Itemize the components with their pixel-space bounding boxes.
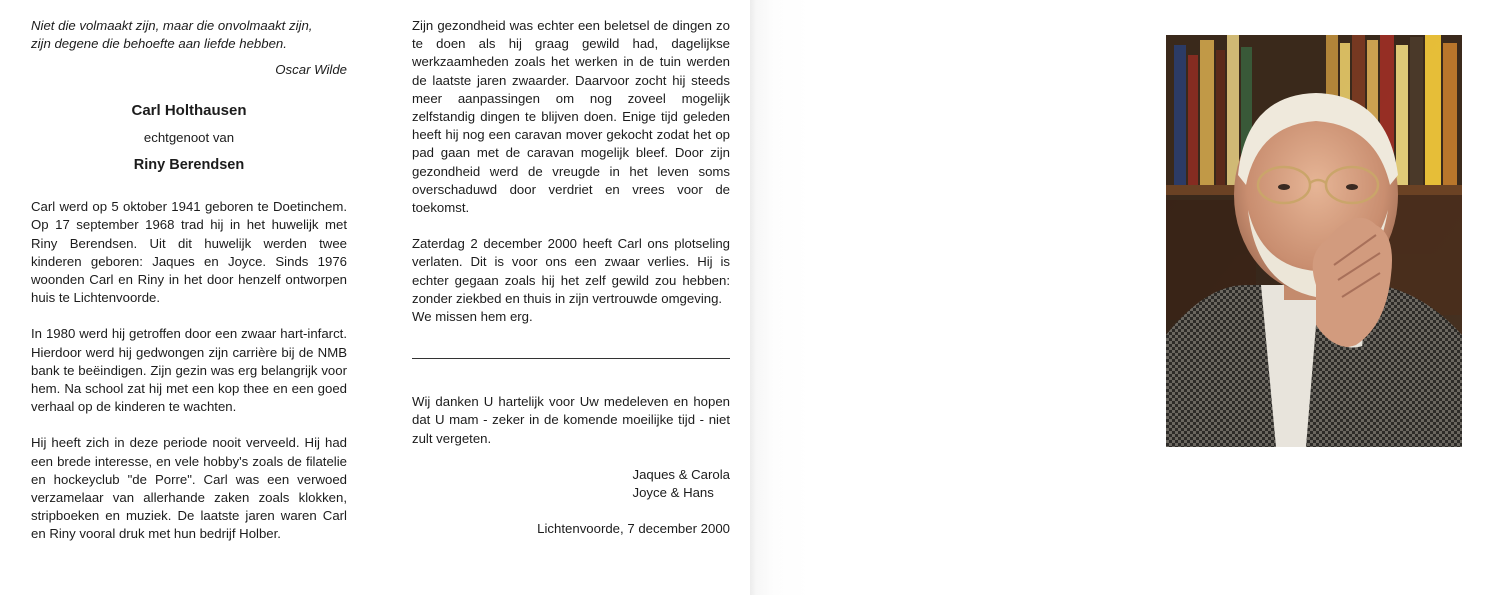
quote-line-2: zijn degene die behoefte aan liefde hebben. (31, 36, 287, 52)
quote-line-1: Niet die volmaakt zijn, maar die onvolmaakt zijn, (31, 18, 313, 33)
text-column-left (31, 17, 347, 544)
divider-line (412, 358, 730, 359)
paragraph-career: In 1980 werd hij getroffen door een zwaar hart-infarct. Hierdoor werd hij gedwongen zijn carrière bij de NMB bank te beëindigen. Zijn gezin was erg belangrijk voor hem. Na school zat hij met een kop thee en een goed verhaal op de kinderen te wachten. (31, 326, 347, 415)
paragraph-thanks: Wij danken U hartelijk voor Uw medeleven en hopen dat U mam - zeker in de komende moeilijke tijd - niet zult vergeten. (412, 394, 730, 446)
portrait-photo-icon (1166, 35, 1462, 447)
relation-label: echtgenoot van (143, 129, 235, 145)
text-column-right (412, 17, 730, 538)
signer-2: Joyce & Hans (632, 485, 714, 501)
paragraph-hobbies: Hij heeft zich in deze periode nooit verveeld. Hij had een brede interesse, en vele hobby's zoals de filatelie en hockeyclub "de Porre". Carl was een verwoed verzamelaar van allerhande zaken zoals klokken, stripboeken en muziek. De laatste jaren waren Carl en Riny vooral druk met hun bedrijf Holber. (31, 435, 347, 542)
quote-author: Oscar Wilde (275, 62, 347, 78)
signers-block (412, 466, 730, 502)
deceased-name: Carl Holthausen (131, 101, 247, 119)
signer-1: Jaques & Carola (632, 466, 730, 482)
paragraph-passing: Zaterdag 2 december 2000 heeft Carl ons plotseling verlaten. Dit is voor ons een zwaar verlies. Hij is echter gegaan zoals hij het zelf gewild zou hebben: zonder ziekbed en thuis in zijn vertrouwde omgeving. (412, 236, 730, 306)
paragraph-birth: Carl werd op 5 oktober 1941 geboren te Doetinchem. Op 17 september 1968 trad hij in het huwelijk met Riny Berendsen. Uit dit huwelijk werden twee kinderen geboren: Jaques en Joyce. Sinds 1976 woonden Carl en Riny in het door henzelf ontworpen huis te Lichtenvoorde. (31, 199, 347, 306)
paragraph-health: Zijn gezondheid was echter een beletsel de dingen zo te doen als hij graag gewild had, dagelijkse werkzaamheden zoals het werken in de tuin werden de laatste jaren zwaarder. Daarvoor zocht hij steeds meer aanpassingen om nog zoveel mogelijk zelfstandig dingen te blijven doen. Enige tijd geleden heeft hij nog een caravan mover gekocht zodat het op pad gaan met de caravan mogelijk bleef. Door zijn gezondheid werd de vreugde in het leven soms overschaduwd door verdriet en vrees voor de toekomst. (412, 18, 730, 216)
place-date: Lichtenvoorde, 7 december 2000 (537, 521, 730, 537)
paragraph-miss: We missen hem erg. (412, 309, 533, 325)
spouse-name: Riny Berendsen (133, 157, 245, 174)
